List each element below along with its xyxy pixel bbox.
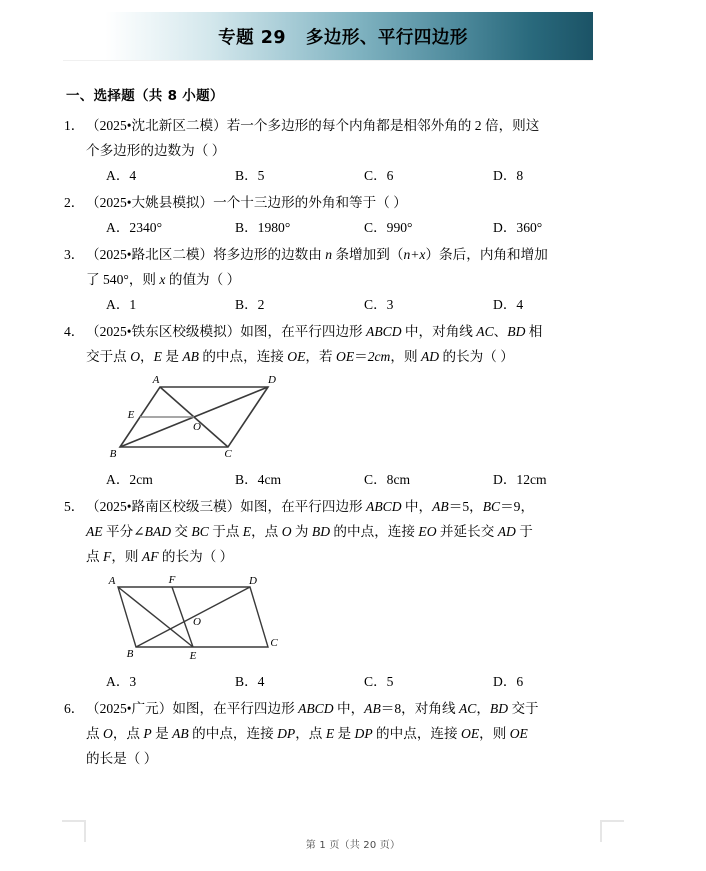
question-2-text [64,190,629,215]
question-6-number: 6． [64,701,85,716]
question-4-options [64,467,629,492]
figure-label-B: B [126,648,134,660]
question-1-number: 1． [64,118,85,133]
question-6-text: 6． （2025•广元）如图，在平行四边形 ABCD 中，AB＝8，对角线 AC，BD 交于 点 O，点 P 是 AB 的中点，连接 DP，点 E 是 DP 的中点，连接 OE，则 OE 的长是（ ） [64,696,629,771]
option-c[interactable]: C．3 [364,297,394,312]
question-3 [64,242,629,317]
question-4-text: 4． （2025•铁东区校级模拟）如图，在平行四边形 ABCD 中，对角线 AC、BD 相 交于点 O，E 是 AB 的中点，连接 OE，若 OE＝2cm，则 AD 的长为（ ） [64,319,629,369]
option-d[interactable]: D．6 [493,674,524,689]
question-5-options [64,669,629,694]
option-c[interactable]: C．990° [364,220,413,235]
figure-label-E: E [189,650,197,661]
parallelogram-figure-q4 [100,373,290,459]
question-2-line-1: （2025•大姚县模拟）一个十三边形的外角和等于（ ） [86,195,407,210]
question-6 [64,696,629,771]
question-1-options [64,163,629,188]
option-d[interactable]: D．360° [493,220,543,235]
question-5-text: 5． （2025•路南区校级三模）如图，在平行四边形 ABCD 中，AB＝5，BC＝9， AE 平分∠BAD 交 BC 于点 E，点 O 为 BD 的中点，连接 EO 并延长交 AD 于 点 F，则 AF 的长为（ ） [64,494,629,569]
question-1-line-2: 个多边形的边数为（ ） [86,143,226,158]
option-c[interactable]: C．6 [364,168,394,183]
var-x: x [159,272,166,287]
option-a[interactable]: A．2cm [106,472,153,487]
figure-label-D: D [249,575,257,587]
figure-label-O: O [193,616,201,628]
figure-label-C: C [224,448,232,459]
question-5-figure [64,573,629,666]
option-b[interactable]: B．2 [235,297,265,312]
figure-label-E: E [127,409,135,421]
figure-label-C: C [270,637,278,649]
banner-title-text: 专题 29 多边形、平行四边形 [218,27,468,48]
option-a[interactable]: A．1 [106,297,137,312]
figure-label-D: D [268,374,276,386]
option-c[interactable]: C．8cm [364,472,411,487]
var-n: n [325,247,333,262]
title-banner [63,12,593,60]
question-4-number: 4． [64,324,85,339]
section-heading: 一、选择题（共 8 小题） [66,88,224,104]
question-5-number: 5． [64,499,85,514]
option-d[interactable]: D．4 [493,297,524,312]
question-2-number: 2． [64,195,85,210]
figure-label-A: A [108,575,116,587]
option-b[interactable]: B．1980° [235,220,291,235]
question-5 [64,494,629,694]
page-footer: 第 1 页（共 20 页） [305,840,401,851]
question-4-figure [64,373,629,464]
question-3-text: 3． （2025•路北区二模）将多边形的边数由 n 条增加到（n+x）条后，内角和增加 了 540°，则 x 的值为（ ） [64,242,629,292]
option-b[interactable]: B．5 [235,168,265,183]
question-1-line-1: （2025•沈北新区二模）若一个多边形的每个内角都是相邻外角的 2 倍，则这 [86,118,540,133]
question-2-options [64,215,629,240]
question-3-number: 3． [64,247,85,262]
figure-label-A: A [152,374,160,386]
option-c[interactable]: C．5 [364,674,394,689]
option-a[interactable]: A．2340° [106,220,163,235]
option-b[interactable]: B．4cm [235,472,282,487]
option-a[interactable]: A．3 [106,674,137,689]
option-d[interactable]: D．8 [493,168,524,183]
var-n-plus-x: n+x [403,247,426,262]
question-1-text [64,113,629,163]
option-b[interactable]: B．4 [235,674,265,689]
question-1 [64,113,629,188]
parallelogram-figure-q5 [100,573,290,661]
option-d[interactable]: D．12cm [493,472,547,487]
figure-label-F: F [168,574,176,586]
question-4 [64,319,629,492]
figure-label-O: O [193,421,201,433]
option-a[interactable]: A．4 [106,168,137,183]
figure-label-B: B [109,448,117,459]
question-2 [64,190,629,240]
question-3-options [64,292,629,317]
document-body [64,84,629,773]
